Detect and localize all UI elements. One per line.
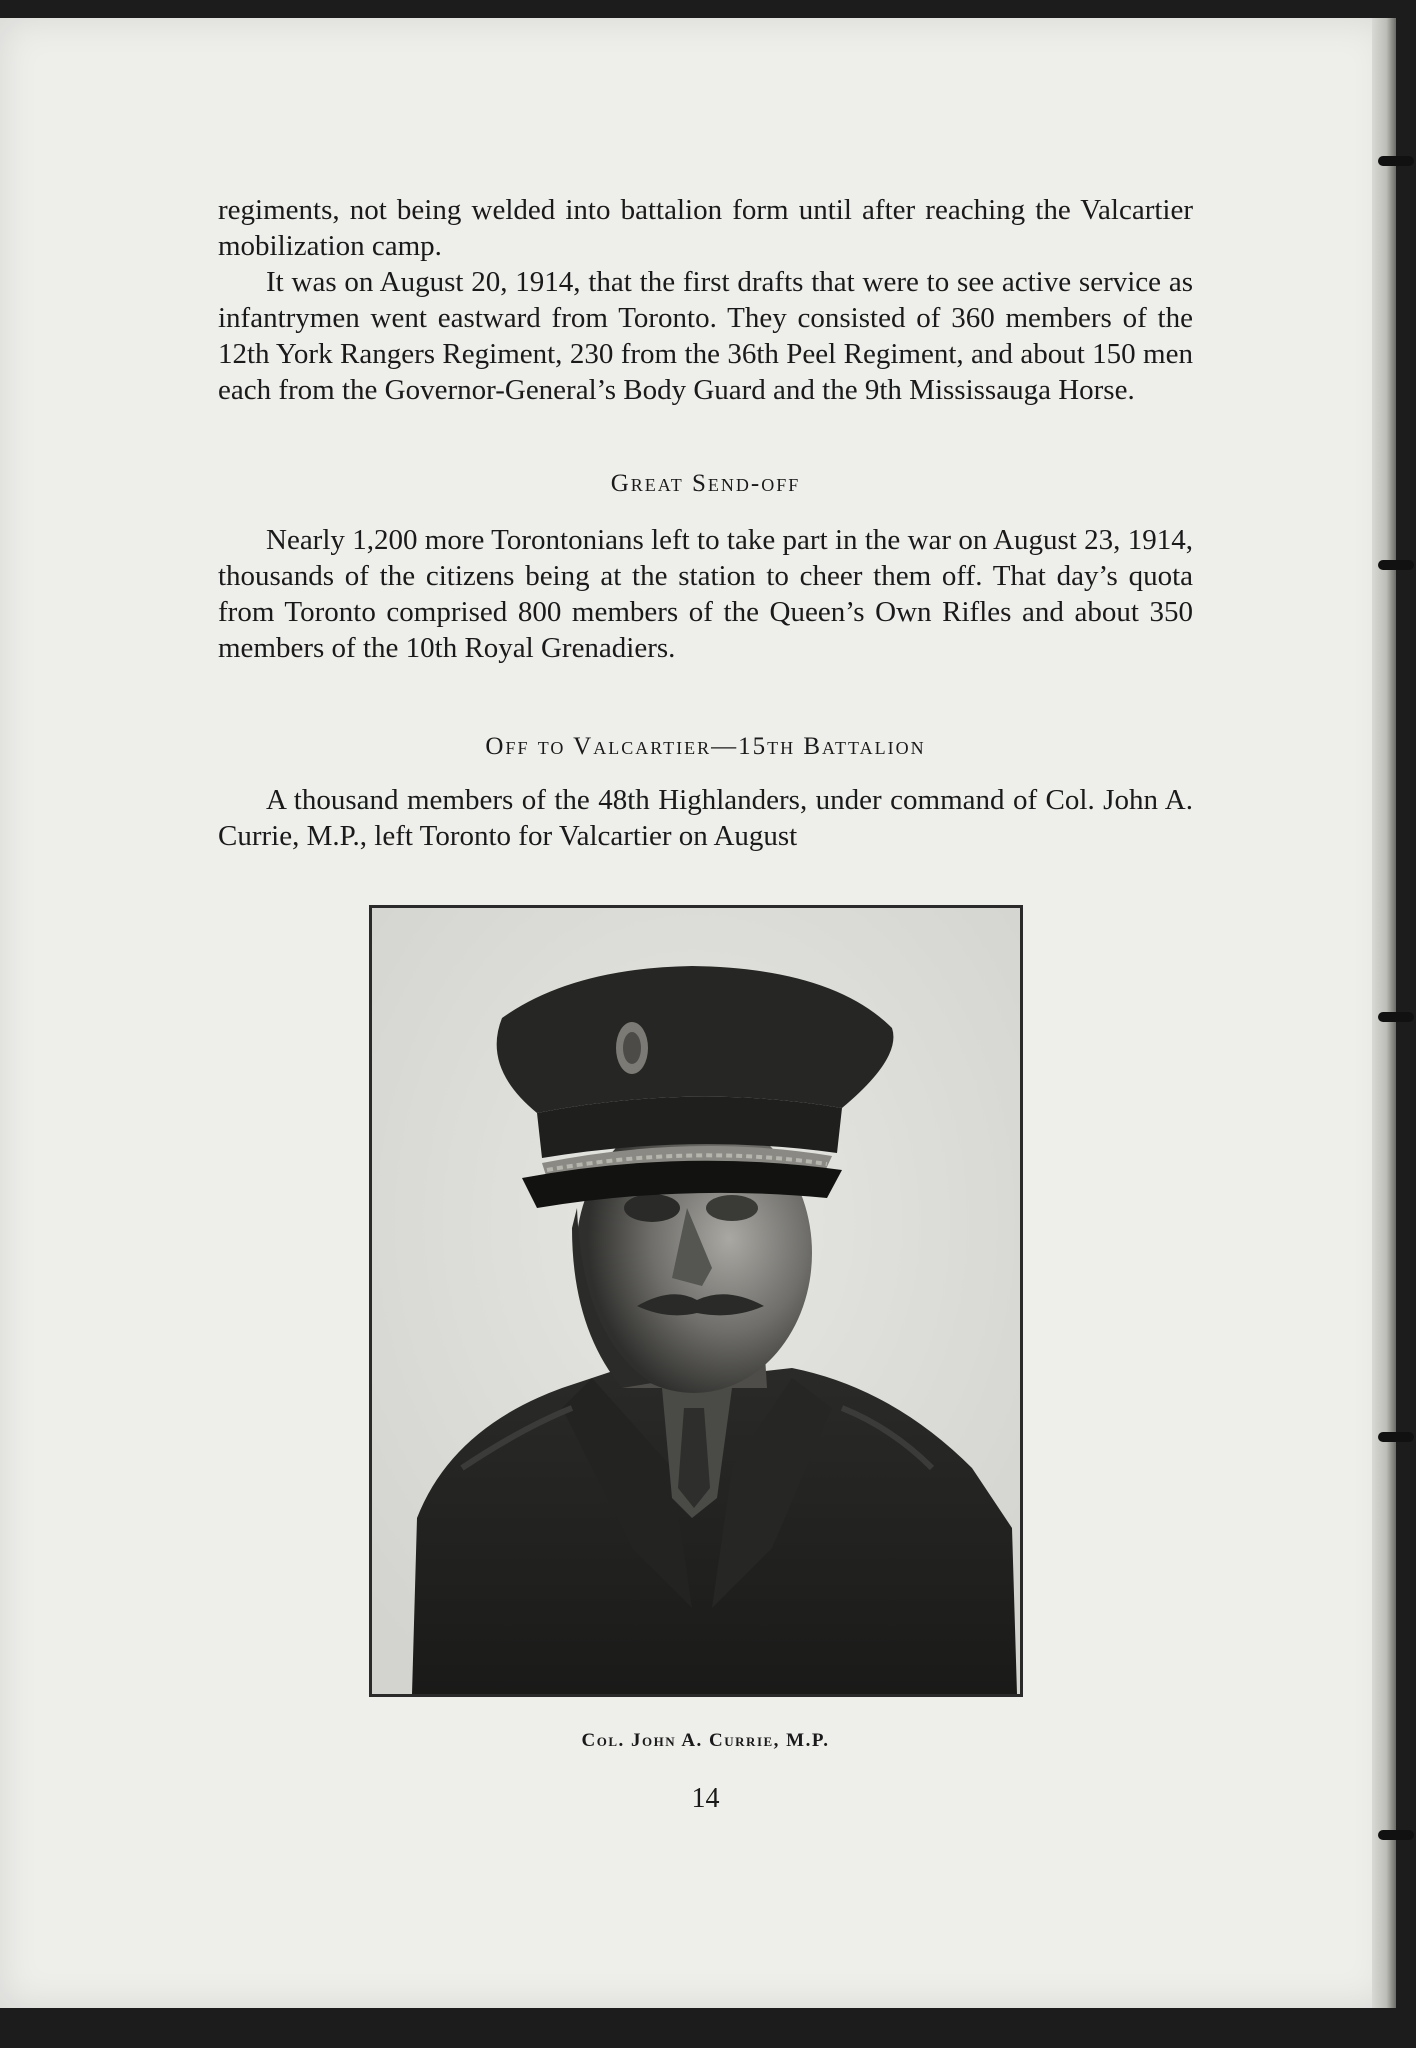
paragraph: It was on August 20, 1914, that the first drafts that were to see active service as infantrymen went eastward from Toronto. They consisted of 360 members of the 12th York Rangers Regiment, 230 from the 36th Peel Regiment, and about 150 men each from the Governor-General’s Body Guard and the 9th Mississauga Horse.	[218, 266, 1193, 406]
binding-mark	[1378, 1012, 1414, 1022]
section-heading: Off to Valcartier—15th Battalion	[485, 733, 926, 760]
paragraph: Nearly 1,200 more Torontonians left to take part in the war on August 23, 1914, thousands of the citizens being at the station to cheer them off. That day’s quota from Toronto comprised 800 members of the Queen’s Own Rifles and about 350 members of the 10th Royal Grenadiers.	[218, 524, 1193, 664]
binding-mark	[1378, 1432, 1414, 1442]
binding-mark	[1378, 560, 1414, 570]
body-text-top	[218, 192, 1193, 408]
page-number: 14	[691, 1783, 720, 1814]
photo-caption: Col. John A. Currie, M.P.	[581, 1730, 830, 1751]
portrait-photo	[369, 905, 1023, 1697]
portrait-image	[372, 908, 1020, 1694]
body-text-section2	[218, 782, 1193, 854]
paragraph: regiments, not being welded into battalion form until after reaching the Valcartier mobilization camp.	[218, 194, 1193, 262]
section-heading: Great Send-off	[610, 470, 801, 497]
binding-mark	[1378, 156, 1414, 166]
body-text-section1	[218, 522, 1193, 666]
binding-mark	[1378, 1830, 1414, 1840]
paragraph: A thousand members of the 48th Highlanders, under command of Col. John A. Currie, M.P., left Toronto for Valcartier on August	[218, 784, 1193, 852]
